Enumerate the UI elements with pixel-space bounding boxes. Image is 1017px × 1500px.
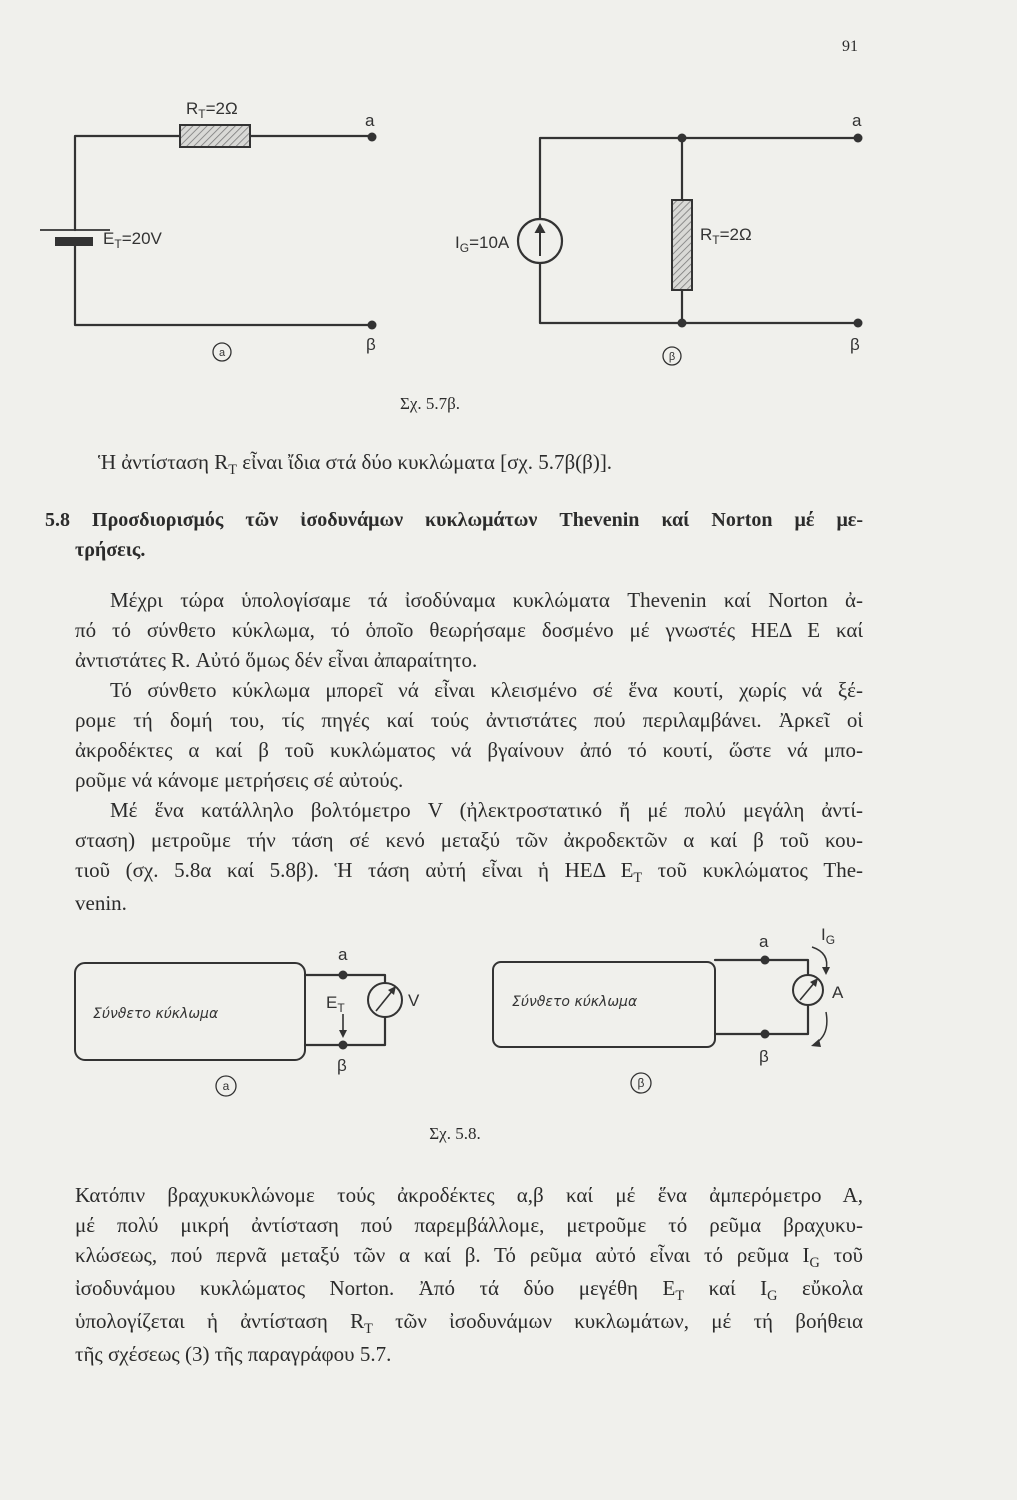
figure-5-7-caption: Σχ. 5.7β. <box>399 394 461 413</box>
text-line: ροῦμε νά κάνομε μετρήσεις σέ αὐτούς. <box>75 768 404 792</box>
text-run: τοῦ κυκλώματος The- <box>642 858 864 882</box>
terminal-a-label: a <box>338 945 348 964</box>
subscript: T <box>675 1287 685 1304</box>
terminal-a-label: a <box>759 932 769 951</box>
source-symbol: I <box>455 233 460 252</box>
meter-label: A <box>832 983 844 1002</box>
paragraph-2 <box>75 675 863 795</box>
paragraph-4 <box>75 1180 863 1369</box>
terminal-b-label: β <box>850 335 860 354</box>
top-wire <box>540 138 858 219</box>
resistor-label <box>186 99 238 121</box>
terminal-a-dot <box>339 971 348 980</box>
terminal-b-dot <box>339 1041 348 1050</box>
text-line: μέ πολύ μικρή ἀντίσταση πού παρεμβάλλομε, μετροῦμε τό ρεῦμα βραχυκυ- <box>75 1213 863 1237</box>
resistor-value: =2Ω <box>719 225 752 244</box>
bottom-wire <box>540 263 858 323</box>
panel-label: a <box>222 1079 230 1093</box>
paragraph-3 <box>75 795 863 918</box>
terminal-b-label: β <box>759 1047 769 1066</box>
node-top-dot <box>678 134 687 143</box>
bottom-wire <box>715 1005 808 1034</box>
battery-subscript: T <box>114 237 122 251</box>
resistor <box>672 200 692 290</box>
resistor-symbol: R <box>186 99 199 118</box>
text-line: Μέ ἕνα κατάλληλο βολτόμετρο V (ἠλεκτροστατικό ἤ μέ πολύ μεγάλη ἀντί- <box>110 798 863 822</box>
text-run: τοῦ <box>819 1243 863 1267</box>
current-arrow-top-head <box>822 967 830 975</box>
current-arrow-bottom <box>816 1012 827 1043</box>
text-line: ρομε τή δομή του, τίς πηγές καί τούς ἀντιστάτες πού περιλαμβάνει. Ἀρκεῖ οἱ <box>75 708 863 732</box>
text-line: Τό σύνθετο κύκλωμα μπορεῖ νά εἶναι κλεισμένο σέ ἕνα κουτί, χωρίς νά ξέ- <box>110 678 863 702</box>
text-run: ἰσοδυνάμου κυκλώματος Norton. Ἀπό τά δύο μεγέθη Ε <box>75 1276 676 1300</box>
text-line <box>75 1273 863 1306</box>
text-run: εἶναι ἴδια στά δύο κυκλώματα [σχ. 5.7β(β)]. <box>236 450 613 474</box>
terminal-b-label: β <box>366 335 376 354</box>
text-run: ὑπολογίζεται ἡ ἀντίσταση R <box>75 1309 365 1333</box>
heading-line: 5.8 Προσδιορισμός τῶν ἰσοδυνάμων κυκλωμάτων Thevenin καί Norton μέ με- <box>45 509 863 531</box>
source-label <box>455 233 510 255</box>
text-run: κλώσεως, πού περνᾶ μεταξύ τῶν α καί β. Τό ρεῦμα αὐτό εἶναι τό ρεῦμα I <box>75 1243 810 1267</box>
ammeter-needle <box>800 982 815 1000</box>
text-line <box>75 1306 863 1339</box>
text-line: Μέχρι τώρα ὑπολογίσαμε τά ἰσοδύναμα κυκλώματα Thevenin καί Norton ἀ- <box>110 588 863 612</box>
section-heading <box>45 505 863 565</box>
text-line <box>75 1240 863 1273</box>
resistor-symbol: R <box>700 225 713 244</box>
terminal-a-dot <box>854 134 863 143</box>
paragraph-1 <box>75 585 863 675</box>
terminal-b-dot <box>854 319 863 328</box>
voltage-subscript: T <box>337 1001 345 1015</box>
terminal-a-label: a <box>365 111 375 130</box>
text-line: πό τό σύνθετο κύκλωμα, τό ὁποῖο θεωρήσαμε δοσμένο μέ γνωστές ΗΕΔ Ε καί <box>75 618 863 642</box>
subscript: G <box>767 1287 778 1304</box>
text-line: ἀντιστάτες R. Αὐτό ὅμως δέν εἶναι ἀπαραίτητο. <box>75 648 478 672</box>
panel-label: a <box>218 347 226 359</box>
node-bottom-dot <box>678 319 687 328</box>
text-run: καί I <box>684 1276 768 1300</box>
battery-label <box>103 229 163 251</box>
terminal-b-label: β <box>337 1056 347 1075</box>
page-number: 91 <box>842 38 858 55</box>
resistor <box>180 125 250 147</box>
text-line: σταση) μετροῦμε τήν τάση σέ κενό μεταξύ τῶν ἀκροδεκτῶν α καί β τοῦ κου- <box>75 828 863 852</box>
text-line: τῆς σχέσεως (3) τῆς παραγράφου 5.7. <box>75 1342 392 1366</box>
voltage-label <box>326 993 345 1015</box>
text-run: τῶν ἰσοδυνάμων κυκλωμάτων, μέ τή βοήθεια <box>372 1309 863 1333</box>
terminal-b-dot <box>761 1030 770 1039</box>
source-subscript: G <box>459 241 470 255</box>
subscript: T <box>364 1320 373 1337</box>
top-left-wire <box>75 136 180 230</box>
text-line <box>75 855 863 888</box>
current-arrow-top <box>812 947 827 970</box>
subscript: G <box>809 1254 820 1271</box>
current-source-arrow-head <box>535 223 546 233</box>
terminal-a-dot <box>368 133 377 142</box>
text-line: venin. <box>75 891 127 915</box>
resistor-subscript: T <box>712 233 720 247</box>
current-subscript: G <box>825 933 836 947</box>
text-line <box>98 447 858 480</box>
battery-short-plate <box>55 237 93 246</box>
voltage-symbol: E <box>326 993 338 1012</box>
resistor-subscript: T <box>198 107 206 121</box>
box-label: Σύνϑετο κύκλωμα <box>512 994 638 1010</box>
terminal-a-label: a <box>852 111 862 130</box>
voltage-arrow-head <box>339 1030 347 1038</box>
figure-5-8-right <box>493 925 844 1093</box>
figure-5-8-left <box>75 945 420 1096</box>
terminal-a-dot <box>761 956 770 965</box>
battery-value: =20V <box>121 229 162 248</box>
current-label <box>821 925 835 947</box>
text-run: τιοῦ (σχ. 5.8α καί 5.8β). Ἡ τάση αὐτή εἶναι ἡ ΗΕΔ Ε <box>75 858 634 882</box>
figure-5-8-caption: Σχ. 5.8. <box>429 1124 481 1143</box>
resistor-label <box>700 225 752 247</box>
voltmeter-needle <box>376 990 393 1011</box>
figure-5-7-left-circuit <box>40 99 377 361</box>
text-run: εὔκολα <box>777 1276 863 1300</box>
text-line: ἀκροδέκτες α καί β τοῦ κυκλώματος νά βγαίνουν ἀπό τό κουτί, ὥστε νά μπο- <box>75 738 863 762</box>
figure-5-7-right-circuit <box>455 111 863 365</box>
meter-label: V <box>408 991 420 1010</box>
note-line <box>98 447 858 480</box>
panel-label: β <box>637 1076 645 1090</box>
terminal-b-dot <box>368 321 377 330</box>
battery-symbol: E <box>103 229 115 248</box>
subscript: T <box>633 869 643 886</box>
text-line: Κατόπιν βραχυκυκλώνομε τούς ἀκροδέκτες α,β καί μέ ἕνα ἀμπερόμετρο Α, <box>75 1183 863 1207</box>
panel-label: β <box>668 351 676 363</box>
subscript: T <box>228 461 237 478</box>
source-value: =10A <box>469 233 510 252</box>
box-label: Σύνϑετο κύκλωμα <box>93 1006 219 1022</box>
text-run: Ἡ ἀντίσταση R <box>98 450 229 474</box>
current-symbol: I <box>821 925 826 944</box>
bottom-wire <box>75 246 372 325</box>
resistor-value: =2Ω <box>205 99 238 118</box>
heading-line: τρήσεις. <box>75 539 146 561</box>
